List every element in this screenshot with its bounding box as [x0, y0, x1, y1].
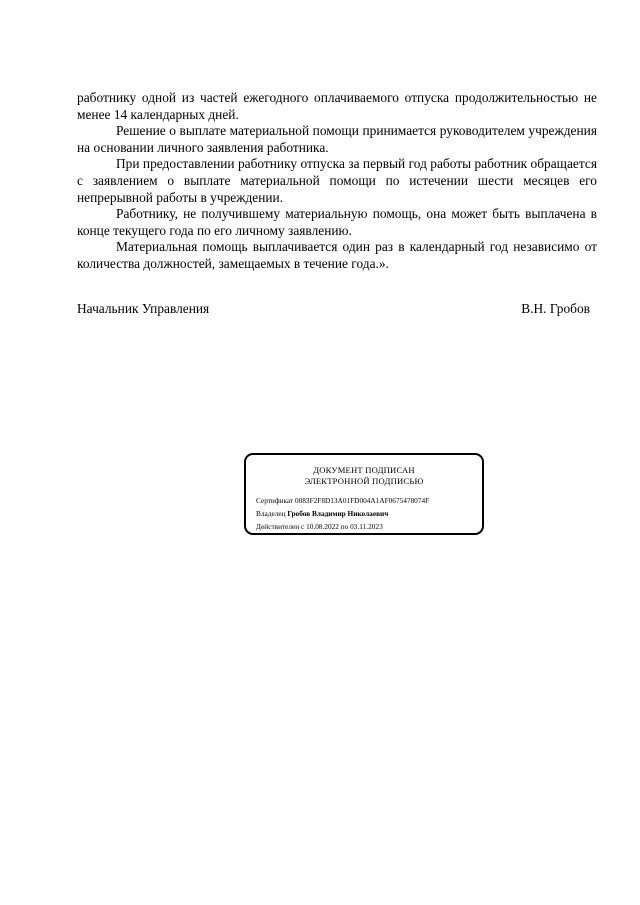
valid-from-date: 10.08.2022	[306, 522, 339, 531]
signer-name: В.Н. Гробов	[521, 301, 590, 316]
stamp-title	[246, 465, 482, 487]
body-paragraph: При предоставлении работнику отпуска за первый год работы работник обращается с заявлением о выплате материальной помощи по истечении шести месяцев его непрерывной работы в учреждении.	[77, 156, 597, 205]
owner-label: Владелец	[256, 509, 286, 518]
electronic-signature-stamp	[244, 453, 484, 535]
valid-to-label: по	[340, 522, 349, 531]
stamp-validity-row	[256, 522, 383, 531]
valid-to-date: 03.11.2023	[350, 522, 383, 531]
body-paragraph: Работнику, не получившему материальную помощь, она может быть выплачена в конце текущего года по его личному заявлению.	[77, 206, 597, 238]
certificate-value: 0083F2F8D13A01FD004A1AF0675478074F	[294, 496, 430, 505]
body-paragraph: работнику одной из частей ежегодного оплачиваемого отпуска продолжительностью не менее 14 календарных дней.	[77, 90, 597, 122]
certificate-label: Сертификат	[256, 496, 294, 505]
stamp-certificate-row	[256, 496, 429, 505]
body-paragraph: Решение о выплате материальной помощи принимается руководителем учреждения на основании личного заявления работника.	[77, 123, 597, 155]
stamp-title-line: ЭЛЕКТРОННОЙ ПОДПИСЬЮ	[304, 476, 424, 486]
signer-position: Начальник Управления	[77, 301, 210, 316]
body-paragraph: Материальная помощь выплачивается один раз в календарный год независимо от количества должностей, замещаемых в течение года.».	[77, 239, 597, 271]
document-body	[77, 90, 597, 273]
stamp-title-line: ДОКУМЕНТ ПОДПИСАН	[313, 465, 415, 475]
owner-value: Гробов Владимир Николаевич	[287, 509, 389, 518]
stamp-owner-row	[256, 509, 388, 518]
signature-block	[77, 300, 590, 317]
valid-from-label: Действителен с	[256, 522, 305, 531]
